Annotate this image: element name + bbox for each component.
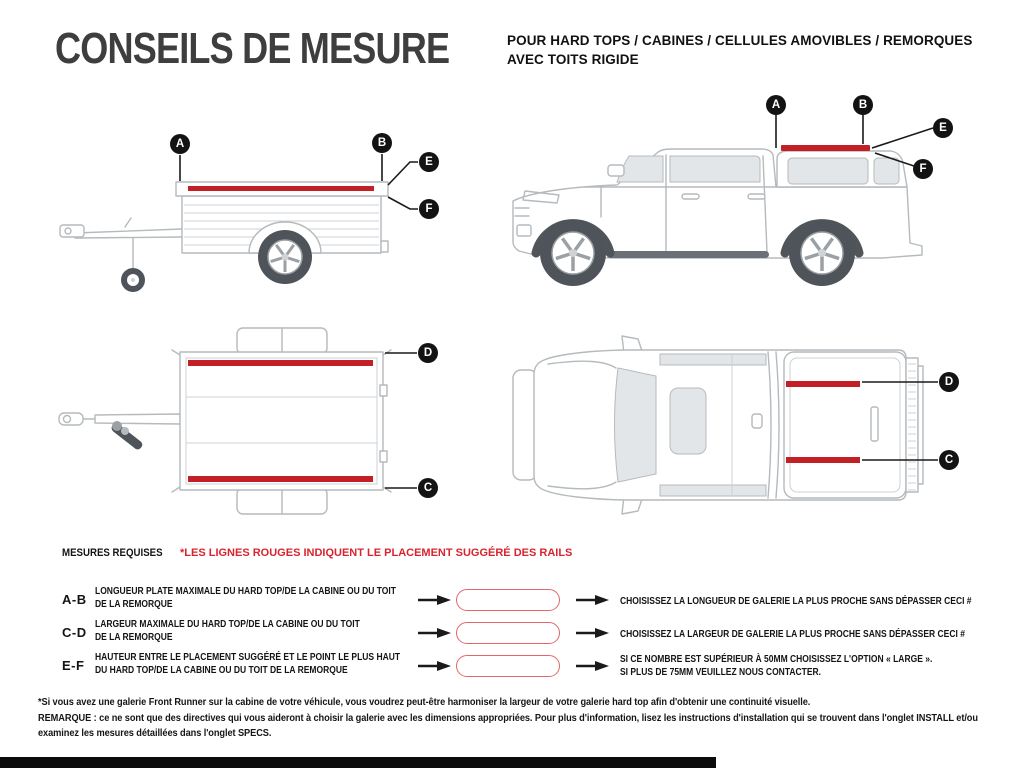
arrow-right-icon <box>576 660 610 672</box>
arrow-right-icon <box>576 594 610 606</box>
arrow-right-icon <box>418 627 452 639</box>
marker-a: A <box>766 95 786 115</box>
footer-notes <box>38 695 990 742</box>
measure-row-cd <box>0 617 1024 649</box>
trailer-side-view-drawing <box>55 105 455 310</box>
marker-b: B <box>372 133 392 153</box>
measure-value-field-ef[interactable] <box>456 655 560 677</box>
arrow-right-icon <box>418 660 452 672</box>
trailer-top-view-drawing <box>55 325 465 525</box>
marker-d: D <box>418 343 438 363</box>
bottom-bar <box>0 757 716 768</box>
measure-desc-cd: LARGEUR MAXIMALE DU HARD TOP/DE LA CABINE OU DU TOIT DE LA REMORQUE <box>95 619 360 643</box>
marker-c: C <box>418 478 438 498</box>
truck-side-view-diagram <box>505 95 990 295</box>
measure-value-field-cd[interactable] <box>456 622 560 644</box>
measure-desc-ab: LONGUEUR PLATE MAXIMALE DU HARD TOP/DE LA CABINE OU DU TOIT DE LA REMORQUE <box>95 586 396 610</box>
measure-instruction-cd: CHOISISSEZ LA LARGEUR DE GALERIE LA PLUS PROCHE SANS DÉPASSER CECI # <box>620 629 965 640</box>
marker-e: E <box>933 118 953 138</box>
measure-instruction-ef: SI CE NOMBRE EST SUPÉRIEUR À 50MM CHOISISSEZ L'OPTION « LARGE ». SI PLUS DE 75MM VEUILLEZ NOUS CONTACTER. <box>620 654 933 678</box>
truck-top-view-diagram <box>500 330 990 520</box>
marker-d: D <box>939 372 959 392</box>
trailer-side-view-diagram <box>55 105 455 310</box>
marker-a: A <box>170 134 190 154</box>
page-title: CONSEILS DE MESURE <box>55 24 450 73</box>
marker-b: B <box>853 95 873 115</box>
footer-note-remark: REMARQUE : ce ne sont que des directives qui vous aideront à choisir la galerie avec les dimensions appropriées. Pour plus d'information, lisez les instructions d'installation qui se trouvent dans l'onglet INSTALL et/ou examinez les mesures détaillées dans l'onglet SPECS. <box>38 711 978 739</box>
measures-heading: MESURES REQUISES <box>62 547 163 559</box>
measure-key-ab: A-B <box>62 592 87 607</box>
measure-row-ef <box>0 650 1024 682</box>
arrow-right-icon <box>418 594 452 606</box>
measure-key-cd: C-D <box>62 625 87 640</box>
measure-desc-ef: HAUTEUR ENTRE LE PLACEMENT SUGGÉRÉ ET LE POINT LE PLUS HAUT DU HARD TOP/DE LA CABINE OU DU TOIT DE LA REMORQUE <box>95 652 401 676</box>
subtitle-line-2: AVEC TOITS RIGIDE <box>507 52 639 67</box>
trailer-top-view-diagram <box>55 325 465 525</box>
red-lines-note: *LES LIGNES ROUGES INDIQUENT LE PLACEMENT SUGGÉRÉ DES RAILS <box>180 547 573 559</box>
marker-c: C <box>939 450 959 470</box>
measure-key-ef: E-F <box>62 658 85 673</box>
marker-e: E <box>419 152 439 172</box>
marker-f: F <box>913 159 933 179</box>
measure-row-ab <box>0 584 1024 616</box>
subtitle-line-1: POUR HARD TOPS / CABINES / CELLULES AMOVIBLES / REMORQUES <box>507 33 973 48</box>
marker-f: F <box>419 199 439 219</box>
truck-side-view-drawing <box>505 95 990 295</box>
truck-top-view-drawing <box>500 330 990 520</box>
page-subtitle <box>507 31 1007 69</box>
footer-note-harmonize: *Si vous avez une galerie Front Runner sur la cabine de votre véhicule, vous voudrez peut-être harmoniser la largeur de votre galerie hard top afin d'obtenir une continuité visuelle. <box>38 696 811 708</box>
arrow-right-icon <box>576 627 610 639</box>
measure-instruction-ab: CHOISISSEZ LA LONGUEUR DE GALERIE LA PLUS PROCHE SANS DÉPASSER CECI # <box>620 596 972 607</box>
measure-value-field-ab[interactable] <box>456 589 560 611</box>
